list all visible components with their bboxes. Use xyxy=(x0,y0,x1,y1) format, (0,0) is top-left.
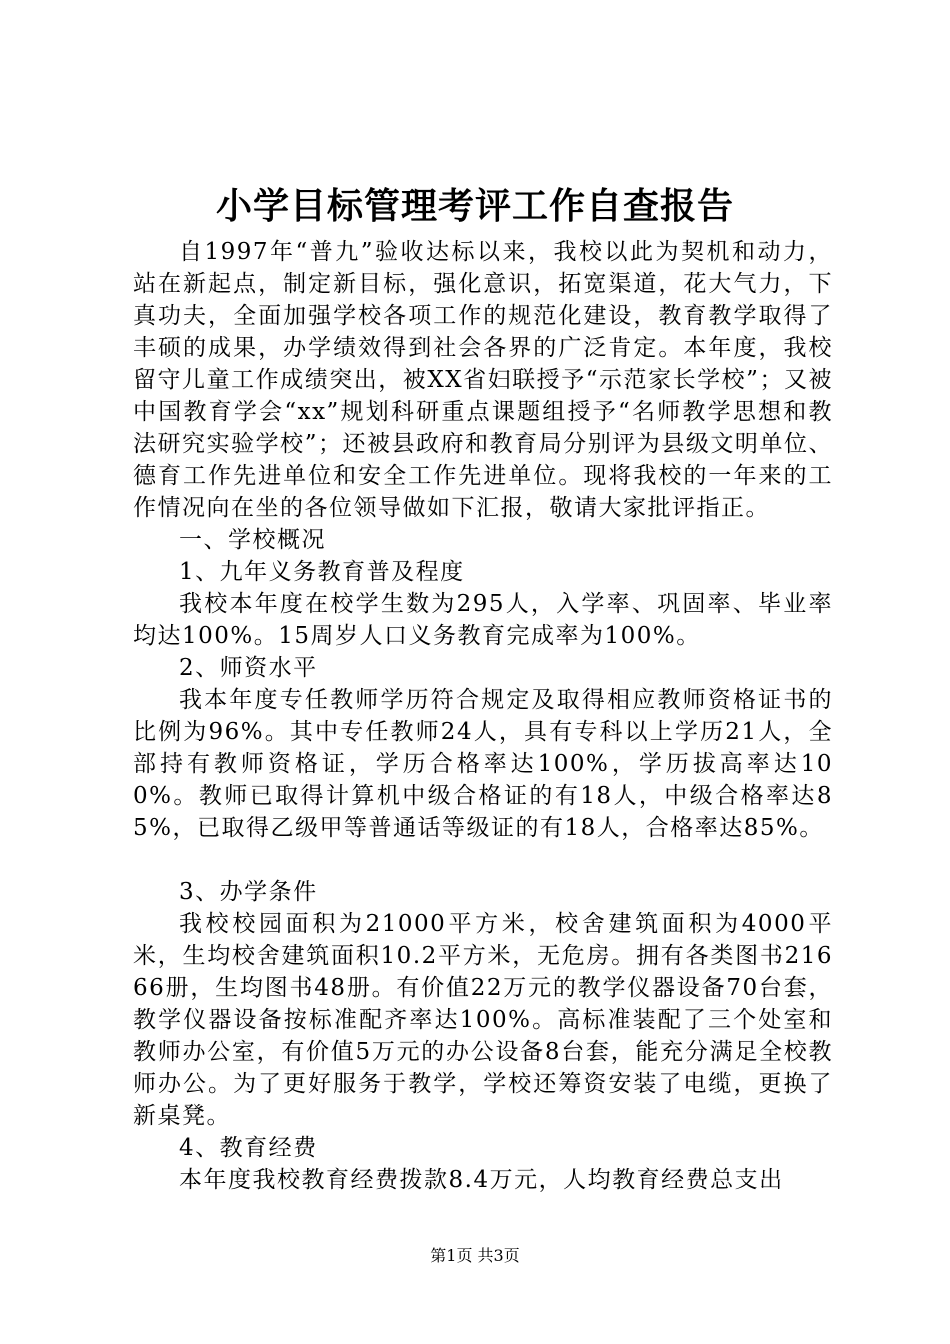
subheading-compulsory-education: 1、九年义务教育普及程度 xyxy=(179,559,465,585)
paragraph-school-conditions: 我校校园面积为21000平方米，校舍建筑面积为4000平米，生均校舍建筑面积10.2平方米，无危房。拥有各类图书21666册，生均图书48册。有价值22万元的教学仪器设备70台套，教学仪器设备按标准配齐率达100%。高标准装配了三个处室和教师办公室，有价值5万元的办公设备8台套，能充分满足全校教师办公。为了更好服务于教学，学校还筹资安装了电缆，更换了新桌凳。 xyxy=(133,911,833,1129)
page-number-footer: 第1页 共3页 xyxy=(430,1246,520,1265)
subheading-teacher-level: 2、师资水平 xyxy=(179,655,318,681)
paragraph-compulsory-education: 我校本年度在校学生数为295人，入学率、巩固率、毕业率均达100%。15周岁人口义务教育完成率为100%。 xyxy=(133,591,833,649)
subheading-school-conditions: 3、办学条件 xyxy=(179,879,318,905)
blank-line xyxy=(133,844,833,876)
paragraph-education-funding: 本年度我校教育经费拨款8.4万元，人均教育经费总支出 xyxy=(179,1167,784,1193)
section-heading-school-overview: 一、学校概况 xyxy=(179,527,326,553)
paragraph-teacher-level: 我本年度专任教师学历符合规定及取得相应教师资格证书的比例为96%。其中专任教师24人，具有专科以上学历21人，全部持有教师资格证，学历合格率达100%，学历拔高率达100%。教师已取得计算机中级合格证的有18人，中级合格率达85%，已取得乙级甲等普通话等级证的有18人，合格率达85%。 xyxy=(133,687,833,841)
intro-paragraph: 自1997年“普九”验收达标以来，我校以此为契机和动力，站在新起点，制定新目标，强化意识，拓宽渠道，花大气力，下真功夫，全面加强学校各项工作的规范化建设，教育教学取得了丰硕的成果，办学绩效得到社会各界的广泛肯定。本年度，我校留守儿童工作成绩突出，被XX省妇联授予“示范家长学校”；又被中国教育学会“xx”规划科研重点课题组授予“名师教学思想和教法研究实验学校”；还被县政府和教育局分别评为县级文明单位、德育工作先进单位和安全工作先进单位。现将我校的一年来的工作情况向在坐的各位领导做如下汇报，敬请大家批评指正。 xyxy=(133,239,833,521)
document-title: 小学目标管理考评工作自查报告 xyxy=(215,185,734,227)
subheading-education-funding: 4、教育经费 xyxy=(179,1135,318,1161)
document-body xyxy=(133,236,833,1196)
